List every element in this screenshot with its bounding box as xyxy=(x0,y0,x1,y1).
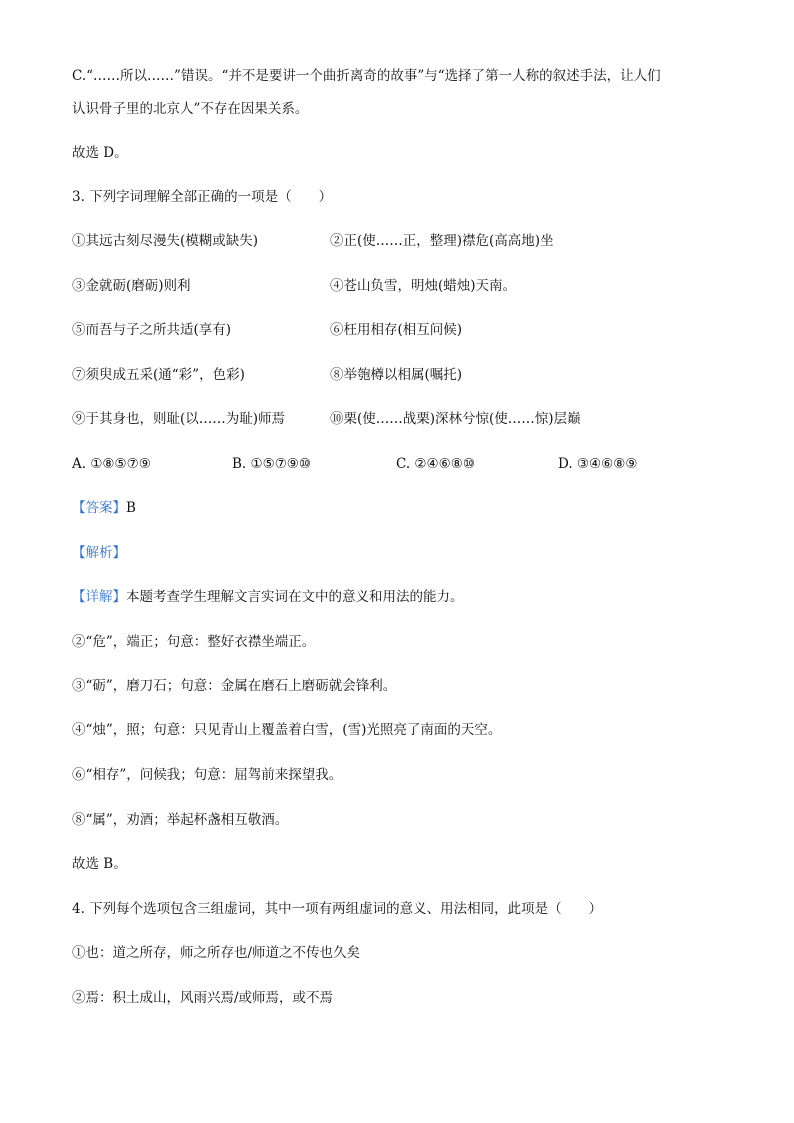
question-4-stem: 4. 下列每个选项包含三组虚词，其中一项有两组虚词的意义、用法相同，此项是（ ） xyxy=(72,901,603,917)
analysis-line xyxy=(72,543,126,563)
answer-tag: 【答案】 xyxy=(72,500,126,516)
explanation-note: ⑥“相存”，问候我；句意：屈驾前来探望我。 xyxy=(72,767,343,783)
q3-item: ①其远古刻尽漫失(模糊或缺失) xyxy=(72,233,259,249)
q3-item: ⑦须臾成五采(通“彩”，色彩) xyxy=(72,367,245,383)
choice-d: D. ③④⑥⑧⑨ xyxy=(558,456,638,472)
explanation-note: ②“危”，端正；句意：整好衣襟坐端正。 xyxy=(72,634,316,650)
q4-item: ②焉：积土成山，风雨兴焉/或师焉，或不焉 xyxy=(72,990,334,1006)
detail-line xyxy=(72,587,464,607)
question-3-stem: 3. 下列字词理解全部正确的一项是（ ） xyxy=(72,189,333,205)
option-c-explanation-line2: 认识骨子里的北京人”不存在因果关系。 xyxy=(72,101,309,117)
answer-line xyxy=(72,498,136,518)
explanation-note: ③“砺”，磨刀石；句意：金属在磨石上磨砺就会锋利。 xyxy=(72,678,397,694)
q3-item: ⑩栗(使……战栗)深林兮惊(使……惊)层巅 xyxy=(330,411,581,427)
q3-item: ⑥枉用相存(相互问候) xyxy=(330,322,463,338)
explanation-note: ⑧“属”，劝酒；举起杯盏相互敬酒。 xyxy=(72,812,289,828)
q3-item: ②正(使……正，整理)襟危(高高地)坐 xyxy=(330,233,554,249)
analysis-tag: 【解析】 xyxy=(72,545,126,561)
q3-item: ④苍山负雪，明烛(蜡烛)天南。 xyxy=(330,278,517,294)
choice-c: C. ②④⑥⑧⑩ xyxy=(396,456,475,472)
explanation-note: ④“烛”，照；句意：只见青山上覆盖着白雪，(雪)光照亮了南面的天空。 xyxy=(72,722,502,738)
q3-item: ⑧举匏樽以相属(嘱托) xyxy=(330,367,463,383)
option-c-explanation-line1: C.“……所以……”错误。“并不是要讲一个曲折离奇的故事”与“选择了第一人称的叙述手法，让人们 xyxy=(72,68,661,84)
select-b-conclusion: 故选 B。 xyxy=(72,856,127,872)
q4-item: ①也：道之所存，师之所存也/师道之不传也久矣 xyxy=(72,945,361,961)
detail-text: 本题考查学生理解文言实词在文中的意义和用法的能力。 xyxy=(126,589,464,605)
q3-item: ③金就砺(磨砺)则利 xyxy=(72,278,191,294)
answer-value: B xyxy=(126,500,136,516)
choice-b: B. ①⑤⑦⑨⑩ xyxy=(232,456,312,472)
select-d-conclusion: 故选 D。 xyxy=(72,145,128,161)
q3-item: ⑨于其身也，则耻(以……为耻)师焉 xyxy=(72,411,286,427)
q3-item: ⑤而吾与子之所共适(享有) xyxy=(72,322,232,338)
detail-tag: 【详解】 xyxy=(72,589,126,605)
choice-a: A. ①⑧⑤⑦⑨ xyxy=(72,456,151,472)
